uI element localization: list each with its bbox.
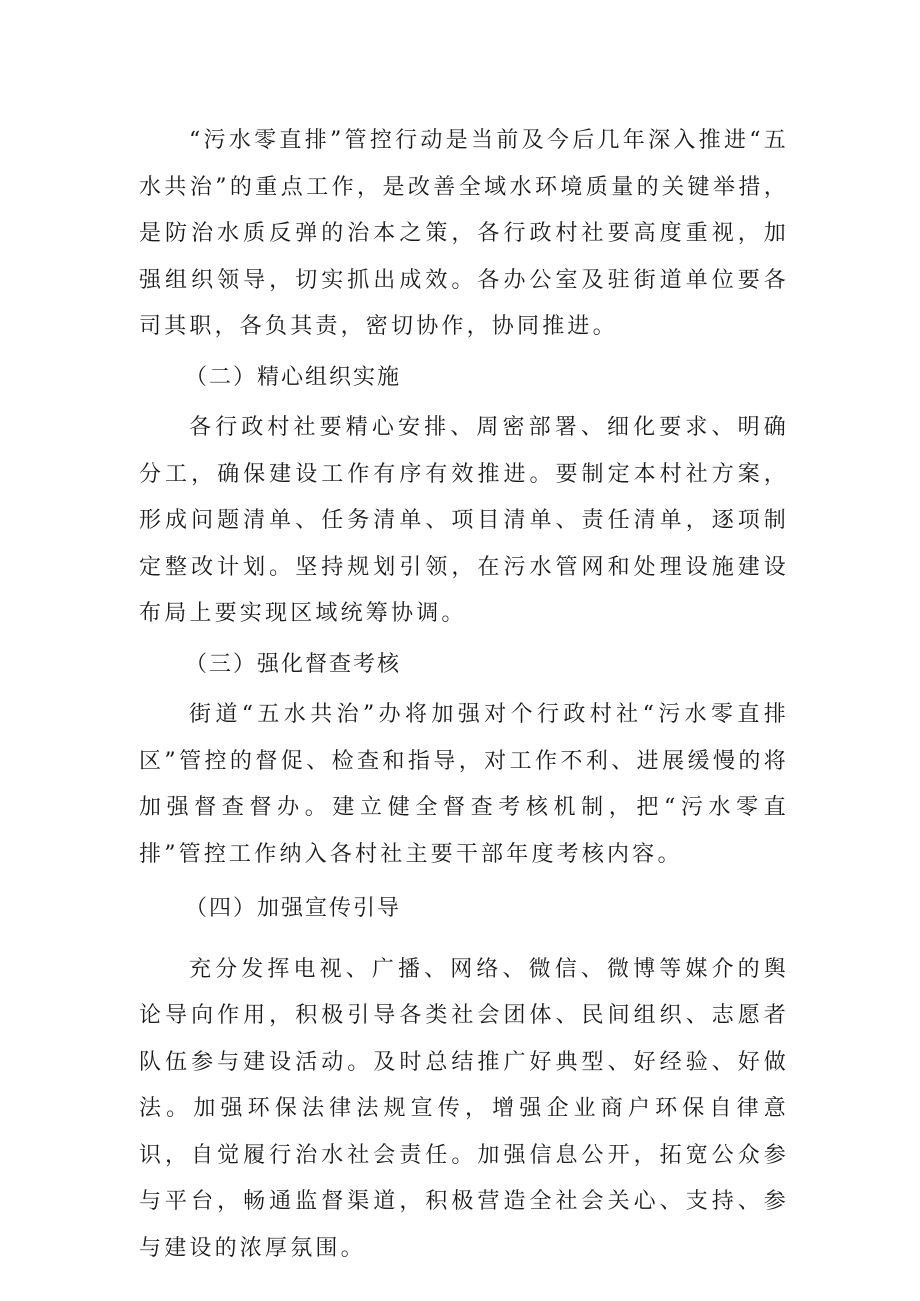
paragraph-publicity-guidance: 充分发挥电视、广播、网络、微信、微博等媒介的舆论导向作用，积极引导各类社会团体、民间组织、志愿者队伍参与建设活动。及时总结推广好典型、好经验、好做法。加强环保法律法规宣传，增强企业商户环保自律意识，自觉履行治水社会责任。加强信息公开，拓宽公众参与平台，畅通监督渠道，积极营造全社会关心、支持、参与建设的浓厚氛围。	[139, 956, 789, 1261]
paragraph-supervision-assessment: 街道“五水共治”办将加强对个行政村社“污水零直排区”管控的督促、检查和指导，对工作不利、进展缓慢的将加强督查督办。建立健全督查考核机制，把“污水零直排”管控工作纳入各村社主要干部年度考核内容。	[139, 702, 789, 867]
paragraph-organize-implementation: 各行政村社要精心安排、周密部署、细化要求、明确分工，确保建设工作有序有效推进。要制定本村社方案，形成问题清单、任务清单、项目清单、责任清单，逐项制定整改计划。坚持规划引领，在污水管网和处理设施建设布局上要实现区域统筹协调。	[139, 415, 789, 626]
section-heading-publicity-guidance: （四）加强宣传引导	[185, 896, 402, 921]
section-heading-organize-implementation: （二）精心组织实施	[185, 364, 402, 390]
section-heading-supervision-assessment: （三）强化督查考核	[185, 651, 402, 677]
document-page	[139, 118, 789, 1272]
paragraph-sewage-control-importance: “污水零直排”管控行动是当前及今后几年深入推进“五水共治”的重点工作，是改善全域水环境质量的关键举措，是防治水质反弹的治本之策，各行政村社要高度重视，加强组织领导，切实抓出成效。各办公室及驻街道单位要各司其职，各负其责，密切协作，协同推进。	[139, 128, 789, 339]
